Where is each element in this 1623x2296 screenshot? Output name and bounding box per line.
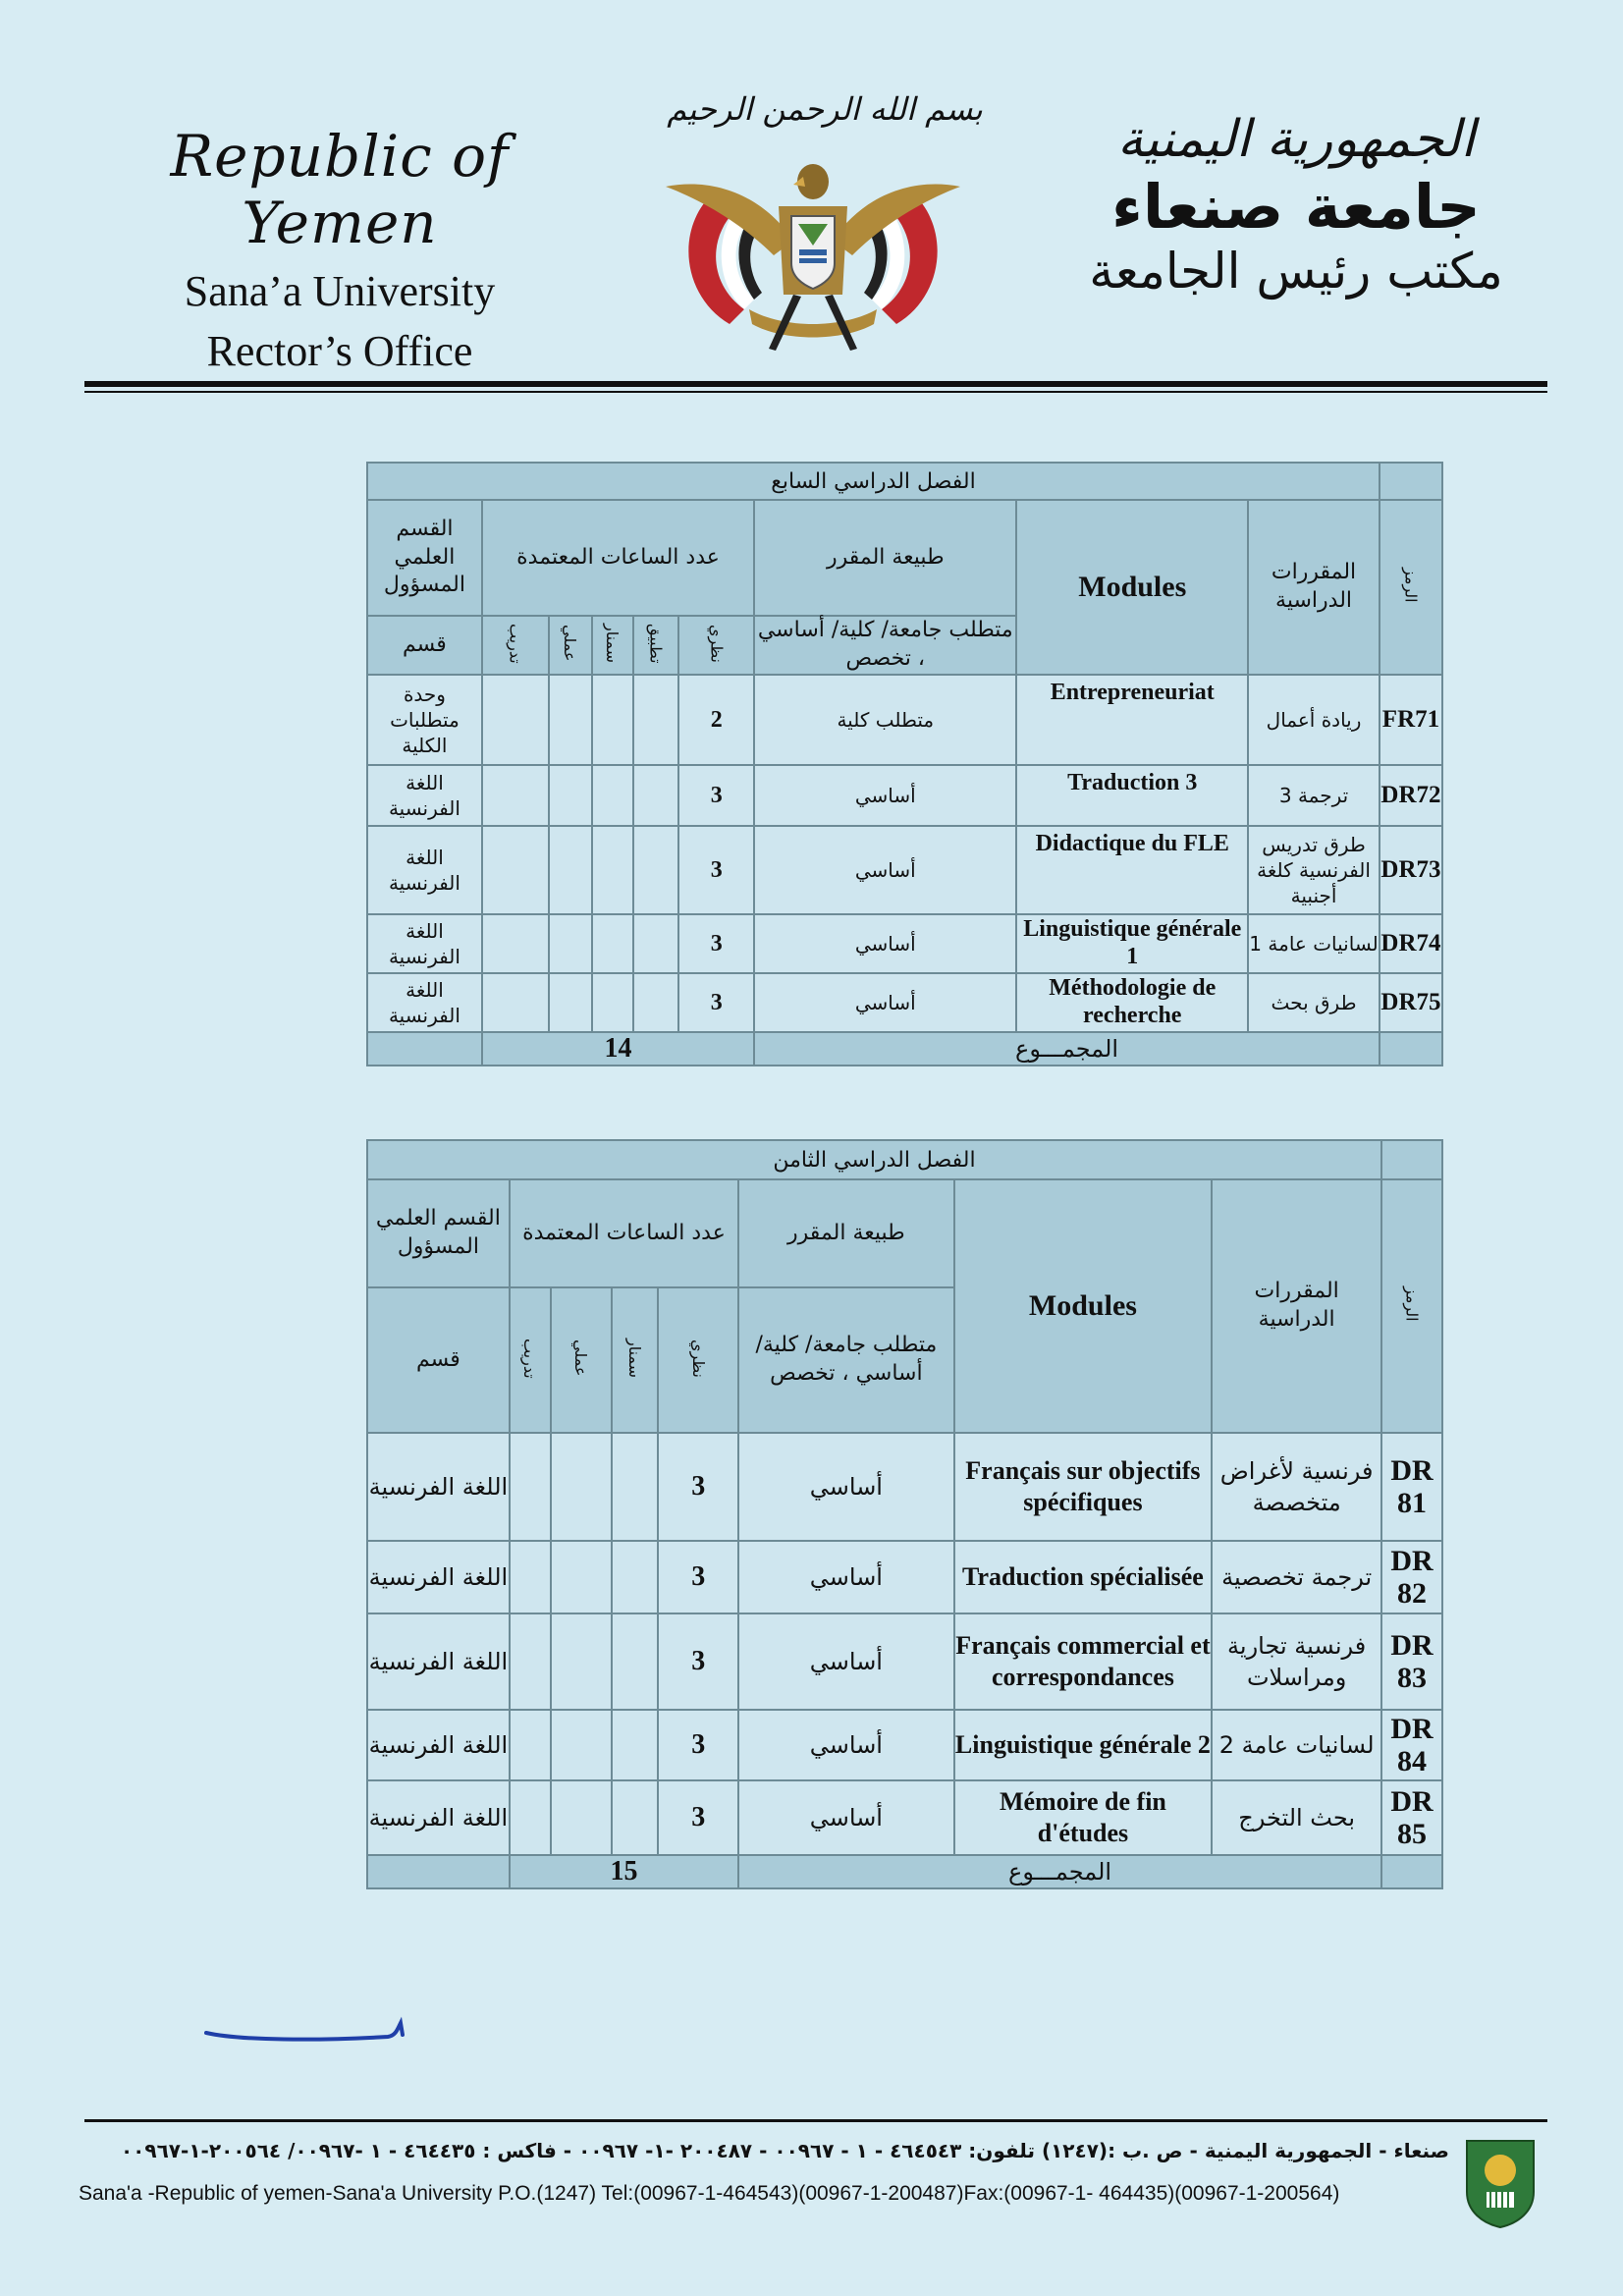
code-cell: DR 81 — [1381, 1433, 1442, 1541]
nature-cell: أساسي — [738, 1613, 953, 1710]
hours-cell: 3 — [678, 765, 754, 826]
semester-7-title: الفصل الدراسي السابع — [367, 463, 1380, 500]
hours-cell: 3 — [658, 1433, 738, 1541]
table-row — [367, 973, 1442, 1032]
sub-training-header: تدريب — [510, 1287, 551, 1433]
header-office-ar: مكتب رئيس الجامعة — [1089, 243, 1503, 300]
sub-theory-header: نظري — [678, 616, 754, 675]
course-cell: طرق بحث — [1248, 973, 1380, 1032]
code-cell: DR 84 — [1381, 1710, 1442, 1780]
module-cell: Mémoire de fin d'études — [954, 1780, 1213, 1855]
table-row — [367, 675, 1442, 765]
header-university-en: Sana’a University — [184, 267, 496, 315]
total-hours: 15 — [510, 1855, 738, 1888]
hours-cell: 3 — [678, 914, 754, 973]
course-cell: طرق تدريس الفرنسية كلغة أجنبية — [1248, 826, 1380, 914]
course-cell: ترجمة 3 — [1248, 765, 1380, 826]
module-cell: Traduction spécialisée — [954, 1541, 1213, 1613]
table-row — [367, 1780, 1442, 1855]
dept-cell: اللغة الفرنسية — [367, 1613, 510, 1710]
sub-nature-header: متطلب جامعة/ كلية/ أساسي ، تخصص — [754, 616, 1016, 675]
col-hours-header: عدد الساعات المعتمدة — [482, 500, 754, 616]
header-country-en: Republic of Yemen — [170, 123, 510, 256]
course-cell: فرنسية لأغراض متخصصة — [1212, 1433, 1381, 1541]
table-row — [367, 826, 1442, 914]
sub-dept-header: قسم — [367, 616, 482, 675]
hours-cell: 3 — [678, 826, 754, 914]
code-cell: DR 82 — [1381, 1541, 1442, 1613]
footer-address-ar: صنعاء - الجمهورية اليمنية - ص .ب :(١٢٤٧) تلفون: ٤٦٤٥٤٣ - ١ - ٠٠٩٦٧ - ٢٠٠٤٨٧ -١- ٠٠٩٦٧ - فاكس : ٤٦٤٤٣٥ - ١ -٠٠٩٦٧/ ٢٠٠٥٦٤-١-٠٠٩٦٧ — [120, 2139, 1449, 2162]
total-hours: 14 — [482, 1032, 754, 1066]
semester-7-table — [366, 462, 1443, 1066]
dept-cell: اللغة الفرنسية — [367, 826, 482, 914]
semester-8-title: الفصل الدراسي الثامن — [367, 1140, 1381, 1179]
course-cell: ترجمة تخصصية — [1212, 1541, 1381, 1613]
nature-cell: أساسي — [754, 914, 1016, 973]
dept-cell: اللغة الفرنسية — [367, 1433, 510, 1541]
total-label: المجمـــوع — [754, 1032, 1380, 1066]
module-cell: Entrepreneuriat — [1016, 675, 1248, 765]
course-cell: ريادة أعمال — [1248, 675, 1380, 765]
hours-cell: 3 — [658, 1613, 738, 1710]
col-dept-header: القسم العلمي المسؤول — [367, 1179, 510, 1287]
module-cell: Français sur objectifs spécifiques — [954, 1433, 1213, 1541]
code-cell: DR 83 — [1381, 1613, 1442, 1710]
sub-training-header: تدريب — [482, 616, 549, 675]
sub-seminar-header: سمنار — [612, 1287, 659, 1433]
col-modules-header: Modules — [1016, 500, 1248, 675]
table-row — [367, 914, 1442, 973]
nature-cell: أساسي — [754, 826, 1016, 914]
sub-practical-header: عملي — [551, 1287, 612, 1433]
col-nature-header: طبيعة المقرر — [738, 1179, 953, 1287]
yemen-eagle-emblem-icon — [656, 147, 970, 358]
code-cell: DR74 — [1380, 914, 1442, 973]
module-cell: Méthodologie de recherche — [1016, 973, 1248, 1032]
code-cell: DR73 — [1380, 826, 1442, 914]
course-cell: لسانيات عامة 1 — [1248, 914, 1380, 973]
header-university-ar: جامعة صنعاء — [1111, 171, 1481, 243]
dept-cell: وحدة متطلبات الكلية — [367, 675, 482, 765]
col-code-header: الرمز — [1380, 500, 1442, 675]
dept-cell: اللغة الفرنسية — [367, 765, 482, 826]
header-arabic — [1060, 110, 1532, 300]
table-row — [367, 1433, 1442, 1541]
code-cell: DR 85 — [1381, 1780, 1442, 1855]
hours-cell: 3 — [658, 1780, 738, 1855]
nature-cell: أساسي — [754, 973, 1016, 1032]
table-row — [367, 1541, 1442, 1613]
module-cell: Didactique du FLE — [1016, 826, 1248, 914]
course-cell: لسانيات عامة 2 — [1212, 1710, 1381, 1780]
header-country-ar: الجمهورية اليمنية — [1116, 110, 1476, 169]
nature-cell: أساسي — [738, 1710, 953, 1780]
col-courses-header: المقررات الدراسية — [1248, 500, 1380, 675]
col-dept-header: القسم العلمي المسؤول — [367, 500, 482, 616]
module-cell: Linguistique générale 2 — [954, 1710, 1213, 1780]
dept-cell: اللغة الفرنسية — [367, 973, 482, 1032]
basmala: بسم الله الرحمن الرحيم — [667, 90, 983, 128]
dept-cell: اللغة الفرنسية — [367, 1541, 510, 1613]
col-modules-header: Modules — [954, 1179, 1213, 1433]
dept-cell: اللغة الفرنسية — [367, 1710, 510, 1780]
col-code-header: الرمز — [1381, 1179, 1442, 1433]
module-cell: Français commercial et correspondances — [954, 1613, 1213, 1710]
table-row — [367, 1710, 1442, 1780]
total-row — [367, 1855, 1442, 1888]
nature-cell: أساسي — [738, 1433, 953, 1541]
header-divider — [84, 381, 1547, 387]
sub-nature-header: متطلب جامعة/ كلية/ أساسي ، تخصص — [738, 1287, 953, 1433]
header-divider-thin — [84, 391, 1547, 393]
sub-seminar-header: سمنار — [592, 616, 633, 675]
sub-dept-header: قسم — [367, 1287, 510, 1433]
total-row — [367, 1032, 1442, 1066]
dept-cell: اللغة الفرنسية — [367, 914, 482, 973]
table-row — [367, 765, 1442, 826]
sub-theory-header: نظري — [658, 1287, 738, 1433]
dept-cell: اللغة الفرنسية — [367, 1780, 510, 1855]
table-row — [367, 1613, 1442, 1710]
sub-practical-header: عملي — [549, 616, 592, 675]
footer-address-en: Sana'a -Republic of yemen-Sana'a University P.O.(1247) Tel:(00967-1-464543)(00967-1-200487)Fax:(00967-1- 464435)(00967-1-200564) — [79, 2182, 1340, 2205]
header-office-en: Rector’s Office — [206, 327, 473, 375]
col-hours-header: عدد الساعات المعتمدة — [510, 1179, 738, 1287]
nature-cell: متطلب كلية — [754, 675, 1016, 765]
hours-cell: 3 — [658, 1710, 738, 1780]
col-nature-header: طبيعة المقرر — [754, 500, 1016, 616]
code-cell: DR75 — [1380, 973, 1442, 1032]
header-english — [94, 123, 585, 376]
hours-cell: 3 — [678, 973, 754, 1032]
nature-cell: أساسي — [754, 765, 1016, 826]
footer-divider — [84, 2119, 1547, 2122]
code-cell: FR71 — [1380, 675, 1442, 765]
module-cell: Linguistique générale 1 — [1016, 914, 1248, 973]
signature-mark — [201, 2011, 417, 2050]
hours-cell: 3 — [658, 1541, 738, 1613]
course-cell: بحث التخرج — [1212, 1780, 1381, 1855]
col-courses-header: المقررات الدراسية — [1212, 1179, 1381, 1433]
nature-cell: أساسي — [738, 1541, 953, 1613]
university-logo-icon — [1463, 2131, 1538, 2229]
nature-cell: أساسي — [738, 1780, 953, 1855]
module-cell: Traduction 3 — [1016, 765, 1248, 826]
code-cell: DR72 — [1380, 765, 1442, 826]
course-cell: فرنسية تجارية ومراسلات — [1212, 1613, 1381, 1710]
total-label: المجمـــوع — [738, 1855, 1381, 1888]
semester-8-table — [366, 1139, 1443, 1889]
sub-applied-header: تطبيق — [633, 616, 679, 675]
hours-cell: 2 — [678, 675, 754, 765]
